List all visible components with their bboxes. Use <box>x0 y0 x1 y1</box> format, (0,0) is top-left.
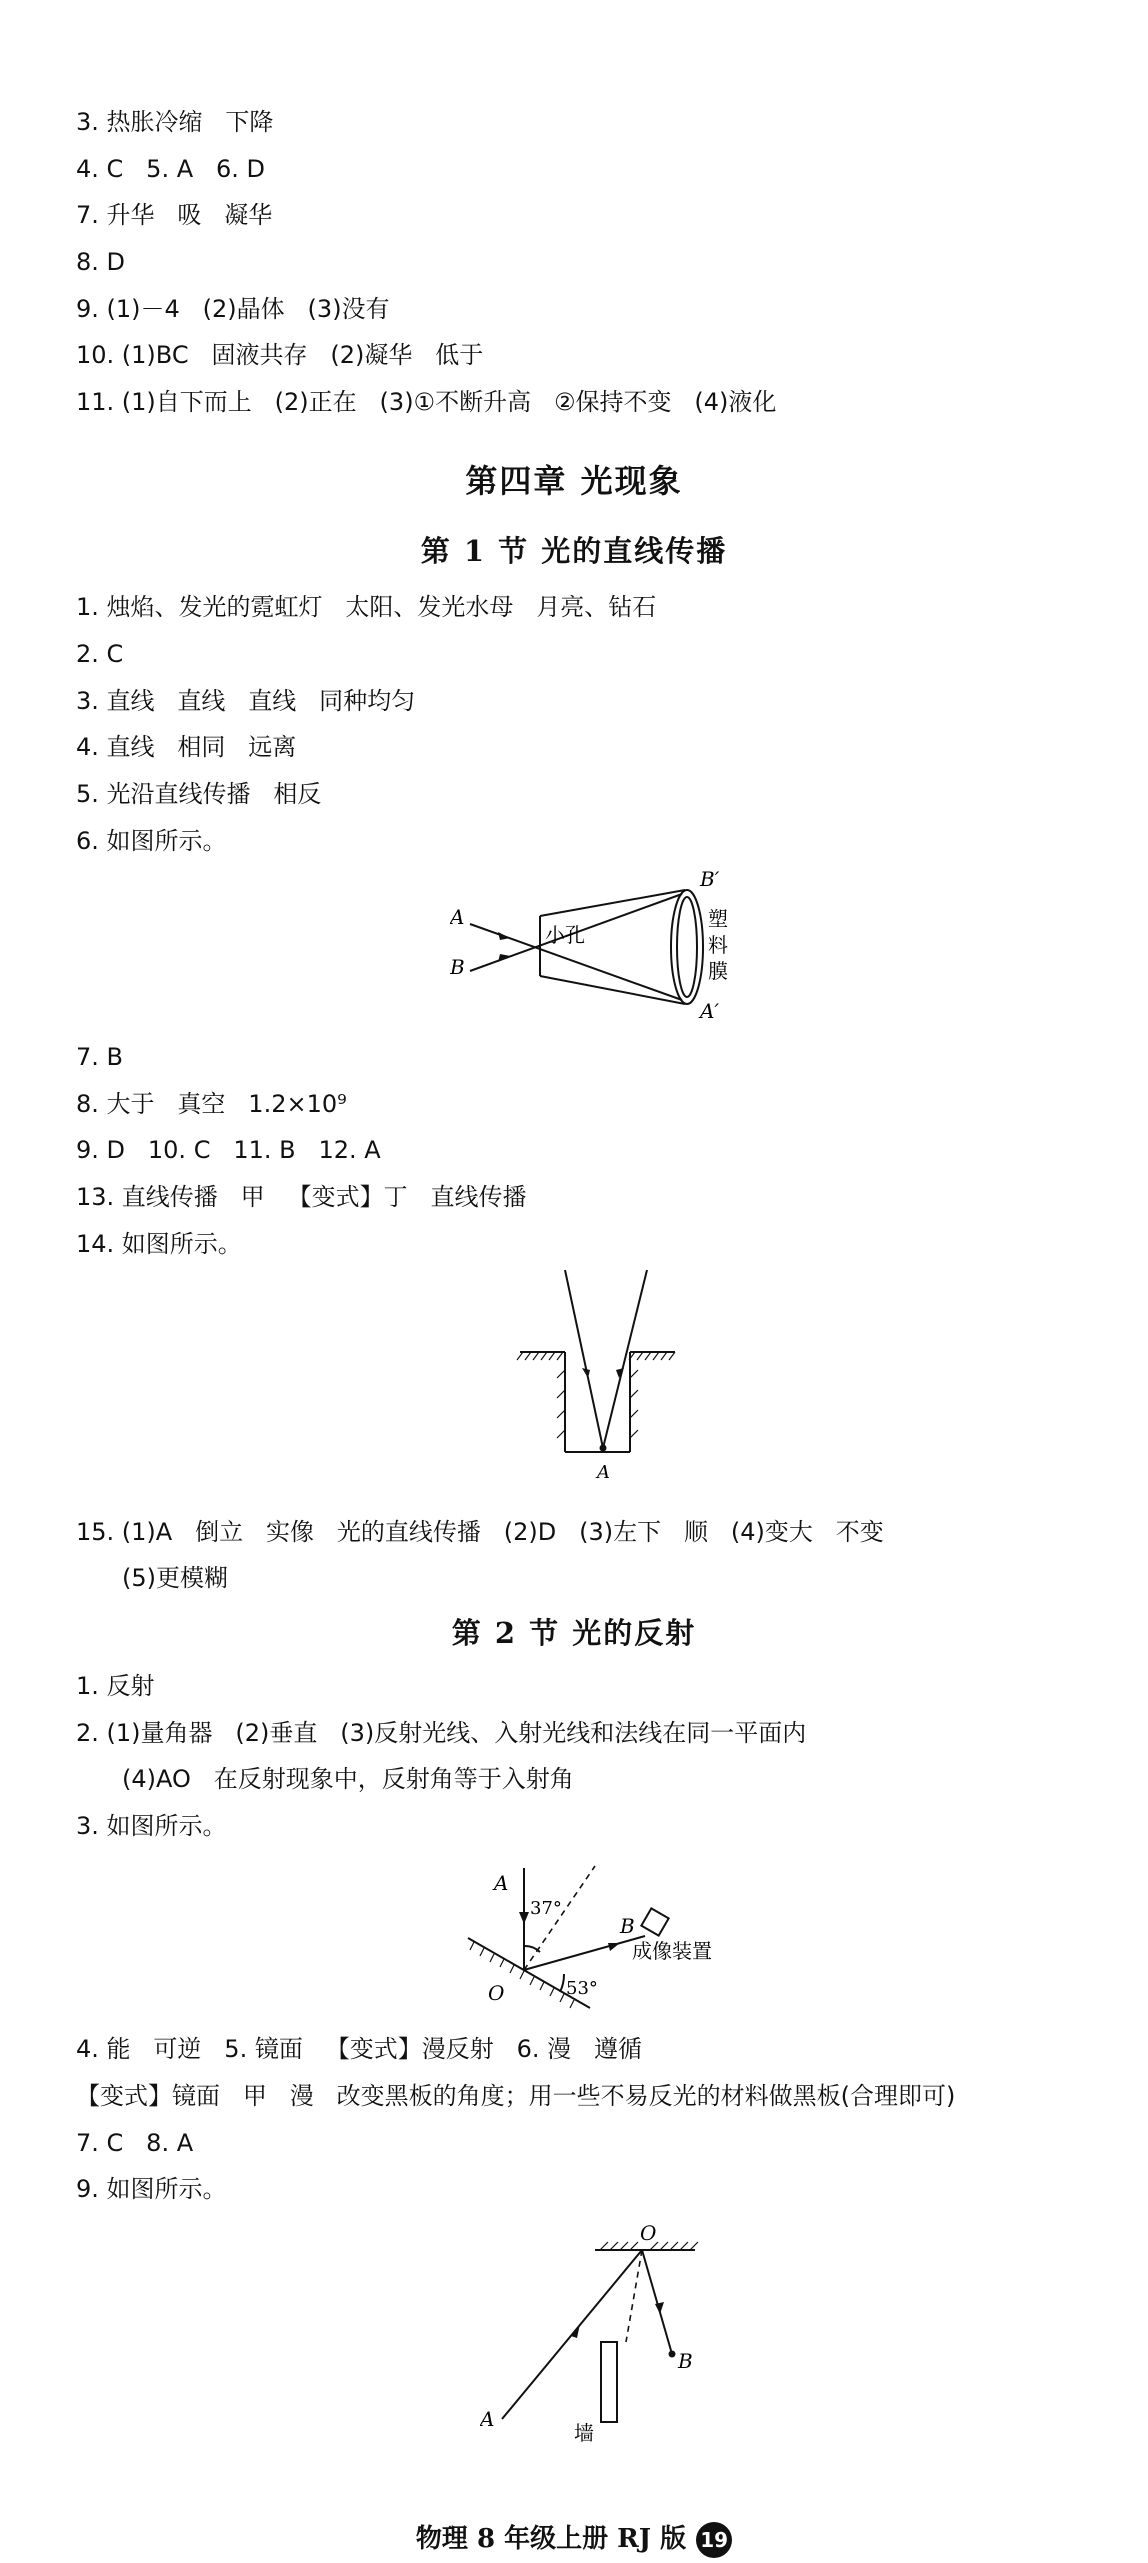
answer-line: 10. (1)BC 固液共存 (2)凝华 低于 <box>76 341 484 369</box>
label-film-3: 膜 <box>708 959 728 983</box>
answer-line: 8. 大于 真空 1.2×10⁹ <box>76 1090 347 1118</box>
answer-line: 3. 热胀冷缩 下降 <box>76 108 274 136</box>
footer-text: 物理 8 年级上册 RJ 版 <box>415 2524 687 2554</box>
label-A: A <box>450 905 465 929</box>
answer-line: 14. 如图所示。 <box>76 1230 242 1258</box>
label-device: 成像装置 <box>632 1939 712 1963</box>
reflection-figure-2 <box>480 2214 730 2444</box>
answer-line: 5. 光沿直线传播 相反 <box>76 780 322 808</box>
section-title: 第 1 节 光的直线传播 <box>420 534 728 568</box>
answer-line: 7. 升华 吸 凝华 <box>76 201 273 229</box>
reflection-figure-1 <box>460 1858 760 2018</box>
label-O: O <box>488 1981 505 2005</box>
answer-line: 1. 反射 <box>76 1672 155 1700</box>
answer-line: 9. D 10. C 11. B 12. A <box>76 1136 381 1164</box>
section-title: 第 2 节 光的反射 <box>451 1616 697 1650</box>
well-figure <box>515 1270 695 1490</box>
label-angle-37: 37° <box>530 1898 562 1919</box>
pinhole-figure <box>450 866 750 1026</box>
label-film-2: 料 <box>708 933 728 957</box>
answer-line: 4. 直线 相同 远离 <box>76 733 297 761</box>
corner-watermark <box>820 40 1120 110</box>
label-A: A <box>494 1871 509 1895</box>
label-A: A <box>480 2407 495 2431</box>
answer-line: 13. 直线传播 甲 【变式】丁 直线传播 <box>76 1183 527 1211</box>
label-A: A <box>597 1462 610 1483</box>
answer-line: 4. C 5. A 6. D <box>76 155 266 183</box>
label-O: O <box>640 2221 657 2245</box>
label-film-1: 塑 <box>708 907 728 931</box>
chapter-title: 第四章 光现象 <box>465 462 683 500</box>
answer-line: 【变式】镜面 甲 漫 改变黑板的角度；用一些不易反光的材料做黑板(合理即可) <box>76 2082 956 2110</box>
label-angle-53: 53° <box>566 1978 598 1999</box>
label-B-prime: B′ <box>700 867 720 891</box>
answer-line: 4. 能 可逆 5. 镜面 【变式】漫反射 6. 漫 遵循 <box>76 2035 643 2063</box>
answer-line: 6. 如图所示。 <box>76 827 227 855</box>
answer-line: 15. (1)A 倒立 实像 光的直线传播 (2)D (3)左下 顺 (4)变大 不变 <box>76 1518 884 1546</box>
answer-line: 7. C 8. A <box>76 2129 194 2157</box>
answer-line: (4)AO 在反射现象中，反射角等于入射角 <box>122 1765 574 1793</box>
label-B: B <box>450 955 465 979</box>
answer-line: 2. C <box>76 640 124 668</box>
answer-line: 11. (1)自下而上 (2)正在 (3)①不断升高 ②保持不变 (4)液化 <box>76 388 777 416</box>
page-number-badge: 19 <box>696 2522 732 2558</box>
answer-line: 8. D <box>76 248 126 276</box>
answer-line: (5)更模糊 <box>122 1564 228 1592</box>
label-B: B <box>678 2349 693 2373</box>
answer-line: 7. B <box>76 1043 123 1071</box>
answer-line: 1. 烛焰、发光的霓虹灯 太阳、发光水母 月亮、钻石 <box>76 593 657 621</box>
label-hole: 小孔 <box>545 923 585 947</box>
label-wall: 墙 <box>574 2421 594 2444</box>
label-B: B <box>620 1914 635 1938</box>
answer-line: 9. 如图所示。 <box>76 2175 227 2203</box>
answer-line: 9. (1)－4 (2)晶体 (3)没有 <box>76 295 390 323</box>
label-A-prime: A′ <box>700 999 719 1023</box>
answer-line: 3. 直线 直线 直线 同种均匀 <box>76 687 416 715</box>
answer-line: 3. 如图所示。 <box>76 1812 227 1840</box>
page-footer <box>0 2518 1148 2558</box>
answer-line: 2. (1)量角器 (2)垂直 (3)反射光线、入射光线和法线在同一平面内 <box>76 1719 807 1747</box>
